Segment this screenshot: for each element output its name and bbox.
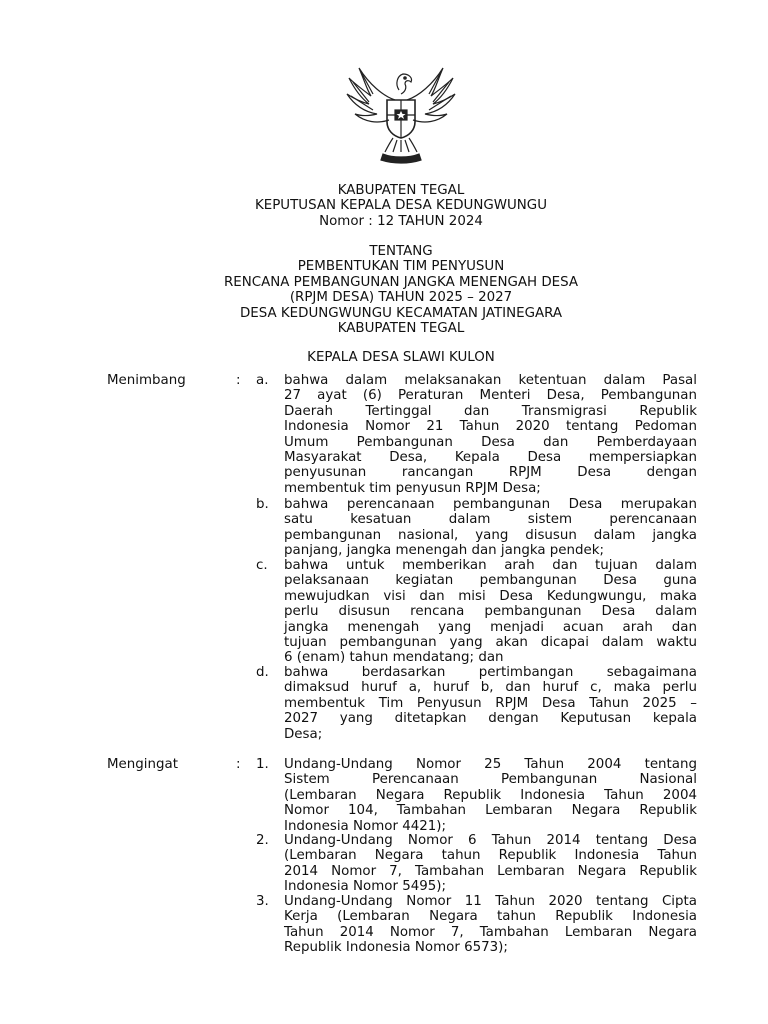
text-line: 27 ayat (6) Peraturan Menteri Desa, Pembangunan (284, 388, 697, 404)
text-line: mewujudkan visi dan misi Desa Kedungwungu, maka (284, 588, 697, 604)
header-regency: KABUPATEN TEGAL (337, 183, 465, 198)
section-colon: : (236, 757, 241, 772)
official-line: KEPALA DESA SLAWI KULON (307, 350, 495, 365)
text-line: bahwa perencanaan pembangunan Desa merupakan (284, 497, 697, 512)
subject-line: PEMBENTUKAN TIM PENYUSUN (297, 259, 505, 275)
text-line: Masyarakat Desa, Kepala Desa mempersiapkan (284, 450, 697, 466)
item-marker: b. (256, 497, 269, 512)
legal-basis-item-2 (284, 833, 697, 895)
document-header (0, 183, 768, 229)
legal-basis-item-1 (284, 757, 697, 834)
garuda-emblem-icon (343, 60, 459, 168)
header-decree-number: Nomor : 12 TAHUN 2024 (319, 213, 483, 229)
item-marker: 1. (256, 757, 269, 772)
item-marker: c. (256, 558, 268, 573)
subject-line: TENTANG (369, 244, 433, 259)
section-colon: : (236, 373, 241, 388)
section-label-mengingat: Mengingat (107, 757, 178, 772)
text-line: jangka menengah yang menjadi acuan arah dan (284, 619, 697, 635)
legal-basis-item-3 (284, 894, 697, 956)
subject-line: DESA KEDUNGWUNGU KECAMATAN JATINEGARA (239, 305, 563, 321)
section-label-menimbang: Menimbang (107, 373, 186, 388)
text-line: membentuk tim penyusun RPJM Desa; (284, 480, 541, 496)
text-line: membentuk Tim Penyusun RPJM Desa Tahun 2025 – (284, 695, 697, 711)
text-line: dimaksud huruf a, huruf b, dan huruf c, maka perlu (284, 680, 697, 696)
header-decree-title: KEPUTUSAN KEPALA DESA KEDUNGWUNGU (254, 198, 547, 214)
text-line: panjang, jangka menengah dan jangka pendek; (284, 543, 605, 559)
text-line: 2014 Nomor 7, Tambahan Lembaran Negara Republik (284, 863, 697, 879)
consideration-item-b (284, 497, 697, 559)
text-line: Desa; (284, 726, 323, 742)
consideration-item-a (284, 373, 697, 496)
item-marker: d. (256, 665, 269, 680)
official-title (0, 350, 768, 365)
subject-line: RENCANA PEMBANGUNAN JANGKA MENENGAH DESA (223, 274, 579, 290)
text-line: (Lembaran Negara tahun Republik Indonesia Tahun (284, 848, 697, 864)
consideration-item-d (284, 665, 697, 742)
item-marker: a. (256, 373, 269, 388)
text-line: Indonesia Nomor 21 Tahun 2020 tentang Pedoman (284, 419, 697, 435)
subject-line: (RPJM DESA) TAHUN 2025 – 2027 (289, 290, 513, 306)
text-line: perlu disusun rencana pembangunan Desa dalam (284, 604, 697, 620)
text-line: bahwa untuk memberikan arah dan tujuan dalam (284, 558, 697, 573)
text-line: 6 (enam) tahun mendatang; dan (284, 650, 504, 666)
text-line: Indonesia Nomor 4421); (284, 818, 447, 834)
text-line: Republik Indonesia Nomor 6573); (284, 940, 508, 956)
text-line: Sistem Perencanaan Pembangunan Nasional (284, 772, 697, 788)
text-line: bahwa berdasarkan pertimbangan sebagaimana (284, 665, 697, 680)
item-marker: 3. (256, 894, 269, 909)
text-line: tujuan pembangunan yang akan dicapai dalam waktu (284, 635, 697, 651)
text-line: satu kesatuan dalam sistem perencanaan (284, 512, 697, 528)
text-line: Undang-Undang Nomor 11 Tahun 2020 tentang Cipta (284, 894, 697, 909)
subject-line: KABUPATEN TEGAL (337, 321, 465, 337)
consideration-item-c (284, 558, 697, 666)
text-line: bahwa dalam melaksanakan ketentuan dalam Pasal (284, 373, 697, 388)
document-subject (0, 244, 768, 336)
text-line: Undang-Undang Nomor 6 Tahun 2014 tentang Desa (284, 833, 697, 848)
text-line: Nomor 104, Tambahan Lembaran Negara Republik (284, 803, 697, 819)
text-line: Umum Pembangunan Desa dan Pemberdayaan (284, 434, 697, 450)
text-line: Daerah Tertinggal dan Transmigrasi Republik (284, 403, 697, 419)
text-line: Indonesia Nomor 5495); (284, 879, 447, 895)
text-line: Undang-Undang Nomor 25 Tahun 2004 tentang (284, 757, 697, 772)
text-line: pembangunan nasional, yang disusun dalam jangka (284, 527, 697, 543)
text-line: Tahun 2014 Nomor 7, Tambahan Lembaran Negara (284, 924, 697, 940)
text-line: penyusunan rancangan RPJM Desa dengan (284, 465, 697, 481)
text-line: pelaksanaan kegiatan pembangunan Desa guna (284, 573, 697, 589)
item-marker: 2. (256, 833, 269, 848)
text-line: 2027 yang ditetapkan dengan Keputusan kepala (284, 711, 697, 727)
text-line: (Lembaran Negara Republik Indonesia Tahun 2004 (284, 787, 697, 803)
text-line: Kerja (Lembaran Negara tahun Republik Indonesia (284, 909, 697, 925)
